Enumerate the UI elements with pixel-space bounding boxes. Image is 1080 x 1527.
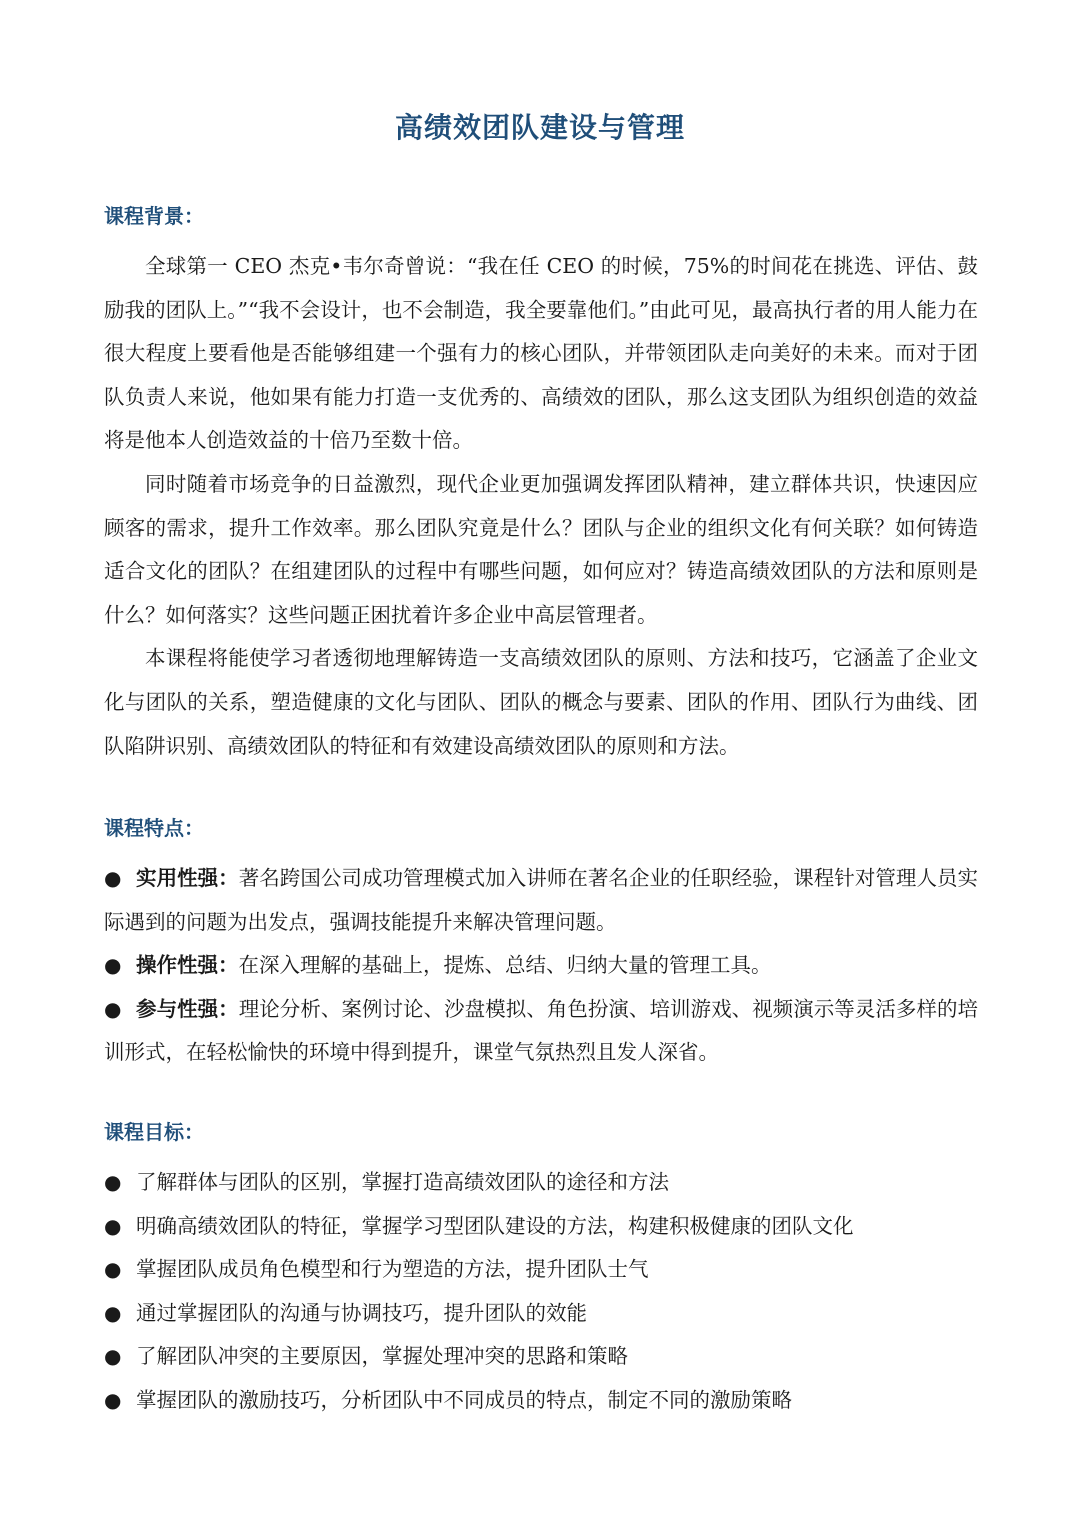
document-title: 高绩效团队建设与管理 — [394, 111, 685, 144]
bullet-dot-icon: ● — [104, 996, 122, 1021]
section-heading-goals: 课程目标： — [104, 1120, 204, 1144]
goal-item — [104, 1335, 978, 1379]
goal-item — [104, 1205, 978, 1249]
background-paragraph-2: 同时随着市场竞争的日益激烈，现代企业更加强调发挥团队精神，建立群体共识，快速因应顾客的需求，提升工作效率。那么团队究竟是什么？团队与企业的组织文化有何关联？如何铸造适合文化的团队？在组建团队的过程中有哪些问题，如何应对？铸造高绩效团队的方法和原则是什么？如何落实？这些问题正困扰着许多企业中高层管理者。 — [104, 471, 978, 627]
bullet-dot-icon: ● — [104, 1213, 122, 1238]
feature-item — [104, 988, 978, 1075]
goal-text: 了解群体与团队的区别，掌握打造高绩效团队的途径和方法 — [136, 1170, 669, 1194]
goal-text: 通过掌握团队的沟通与协调技巧，提升团队的效能 — [136, 1300, 587, 1325]
bullet-dot-icon: ● — [104, 1170, 122, 1194]
goal-item — [104, 1161, 978, 1205]
feature-term: 操作性强： — [136, 953, 239, 978]
goal-item — [104, 1248, 978, 1292]
feature-term: 参与性强： — [136, 996, 239, 1021]
feature-text: 在深入理解的基础上，提炼、总结、归纳大量的管理工具。 — [238, 953, 772, 978]
background-paragraph-1: 全球第一 CEO 杰克•韦尔奇曾说：“我在任 CEO 的时候，75%的时间花在挑选、评估、鼓励我的团队上。”“我不会设计，也不会制造，我全要靠他们。”由此可见，最高执行者的用人能力在很大程度上要看他是否能够组建一个强有力的核心团队，并带领团队走向美好的未来。而对于团队负责人来说，他如果有能力打造一支优秀的、高绩效的团队，那么这支团队为组织创造的效益将是他本人创造效益的十倍乃至数十倍。 — [104, 254, 978, 453]
bullet-dot-icon: ● — [104, 866, 122, 890]
goal-item — [104, 1292, 978, 1336]
section-background — [104, 201, 978, 768]
bullet-dot-icon: ● — [104, 1344, 122, 1369]
feature-item — [104, 944, 978, 988]
bullet-dot-icon: ● — [104, 1300, 122, 1325]
goal-text: 明确高绩效团队的特征，掌握学习型团队建设的方法，构建积极健康的团队文化 — [136, 1213, 854, 1238]
feature-term: 实用性强： — [136, 866, 239, 890]
goal-text: 掌握团队的激励技巧，分析团队中不同成员的特点，制定不同的激励策略 — [136, 1387, 792, 1412]
section-features — [104, 813, 978, 1075]
section-heading-features: 课程特点： — [104, 816, 204, 840]
goal-item — [104, 1379, 978, 1423]
goal-text: 掌握团队成员角色模型和行为塑造的方法，提升团队士气 — [136, 1257, 649, 1282]
bullet-dot-icon: ● — [104, 1387, 122, 1412]
background-paragraph-3: 本课程将能使学习者透彻地理解铸造一支高绩效团队的原则、方法和技巧，它涵盖了企业文化与团队的关系，塑造健康的文化与团队、团队的概念与要素、团队的作用、团队行为曲线、团队陷阱识别、高绩效团队的特征和有效建设高绩效团队的原则和方法。 — [104, 646, 978, 758]
bullet-dot-icon: ● — [104, 1257, 122, 1282]
feature-item — [104, 857, 978, 944]
bullet-dot-icon: ● — [104, 953, 122, 978]
goal-text: 了解团队冲突的主要原因，掌握处理冲突的思路和策略 — [136, 1344, 628, 1369]
section-heading-background: 课程背景： — [104, 204, 204, 228]
feature-text: 理论分析、案例讨论、沙盘模拟、角色扮演、培训游戏、视频演示等灵活多样的培训形式，在轻松愉快的环境中得到提升，课堂气氛热烈且发人深省。 — [104, 996, 979, 1065]
feature-text: 著名跨国公司成功管理模式加入讲师在著名企业的任职经验，课程针对管理人员实际遇到的问题为出发点，强调技能提升来解决管理问题。 — [104, 866, 979, 934]
section-goals — [104, 1117, 978, 1423]
